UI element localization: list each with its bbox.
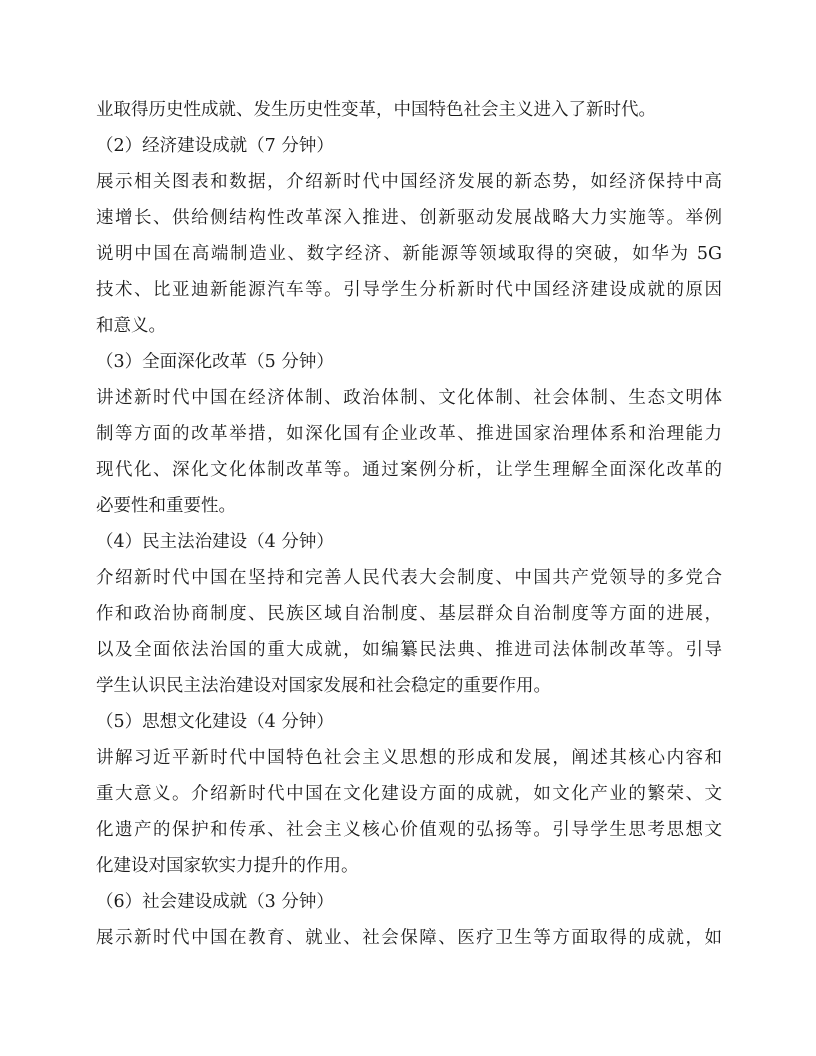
section-heading-reform: （3）全面深化改革（5 分钟） <box>96 352 334 372</box>
paragraph-line: 作和政治协商制度、民族区域自治制度、基层群众自治制度等方面的进展， <box>96 604 722 624</box>
paragraph-line: 展示新时代中国在教育、就业、社会保障、医疗卫生等方面取得的成就，如 <box>96 928 722 948</box>
paragraph-line: 学生认识民主法治建设对国家发展和社会稳定的重要作用。 <box>96 676 551 696</box>
paragraph-line: 重大意义。介绍新时代中国在文化建设方面的成就，如文化产业的繁荣、文 <box>96 784 722 804</box>
paragraph-line: 制等方面的改革举措，如深化国有企业改革、推进国家治理体系和治理能力 <box>96 424 722 444</box>
paragraph-line: 化建设对国家软实力提升的作用。 <box>96 856 359 876</box>
paragraph-line: 以及全面依法治国的重大成就，如编纂民法典、推进司法体制改革等。引导 <box>96 640 722 660</box>
paragraph-line: 必要性和重要性。 <box>96 496 236 516</box>
section-heading-rule-of-law: （4）民主法治建设（4 分钟） <box>96 532 334 552</box>
paragraph-line: 现代化、深化文化体制改革等。通过案例分析，让学生理解全面深化改革的 <box>96 460 722 480</box>
section-heading-culture: （5）思想文化建设（4 分钟） <box>96 712 334 732</box>
paragraph-line: 介绍新时代中国在坚持和完善人民代表大会制度、中国共产党领导的多党合 <box>96 568 722 588</box>
paragraph-line: 化遗产的保护和传承、社会主义核心价值观的弘扬等。引导学生思考思想文 <box>96 820 722 840</box>
paragraph-line: 讲解习近平新时代中国特色社会主义思想的形成和发展，阐述其核心内容和 <box>96 748 722 768</box>
paragraph-line: 讲述新时代中国在经济体制、政治体制、文化体制、社会体制、生态文明体 <box>96 388 722 408</box>
paragraph-line: 展示相关图表和数据，介绍新时代中国经济发展的新态势，如经济保持中高 <box>96 172 722 192</box>
paragraph-line: 和意义。 <box>96 316 166 336</box>
paragraph-line: 说明中国在高端制造业、数字经济、新能源等领域取得的突破，如华为 5G <box>96 244 722 264</box>
paragraph-line: 技术、比亚迪新能源汽车等。引导学生分析新时代中国经济建设成就的原因 <box>96 280 722 300</box>
paragraph-line: 速增长、供给侧结构性改革深入推进、创新驱动发展战略大力实施等。举例 <box>96 208 722 228</box>
paragraph-line: 业取得历史性成就、发生历史性变革，中国特色社会主义进入了新时代。 <box>96 100 656 120</box>
document-body <box>96 92 722 956</box>
section-heading-society: （6）社会建设成就（3 分钟） <box>96 892 334 912</box>
section-heading-economy: （2）经济建设成就（7 分钟） <box>96 136 334 156</box>
